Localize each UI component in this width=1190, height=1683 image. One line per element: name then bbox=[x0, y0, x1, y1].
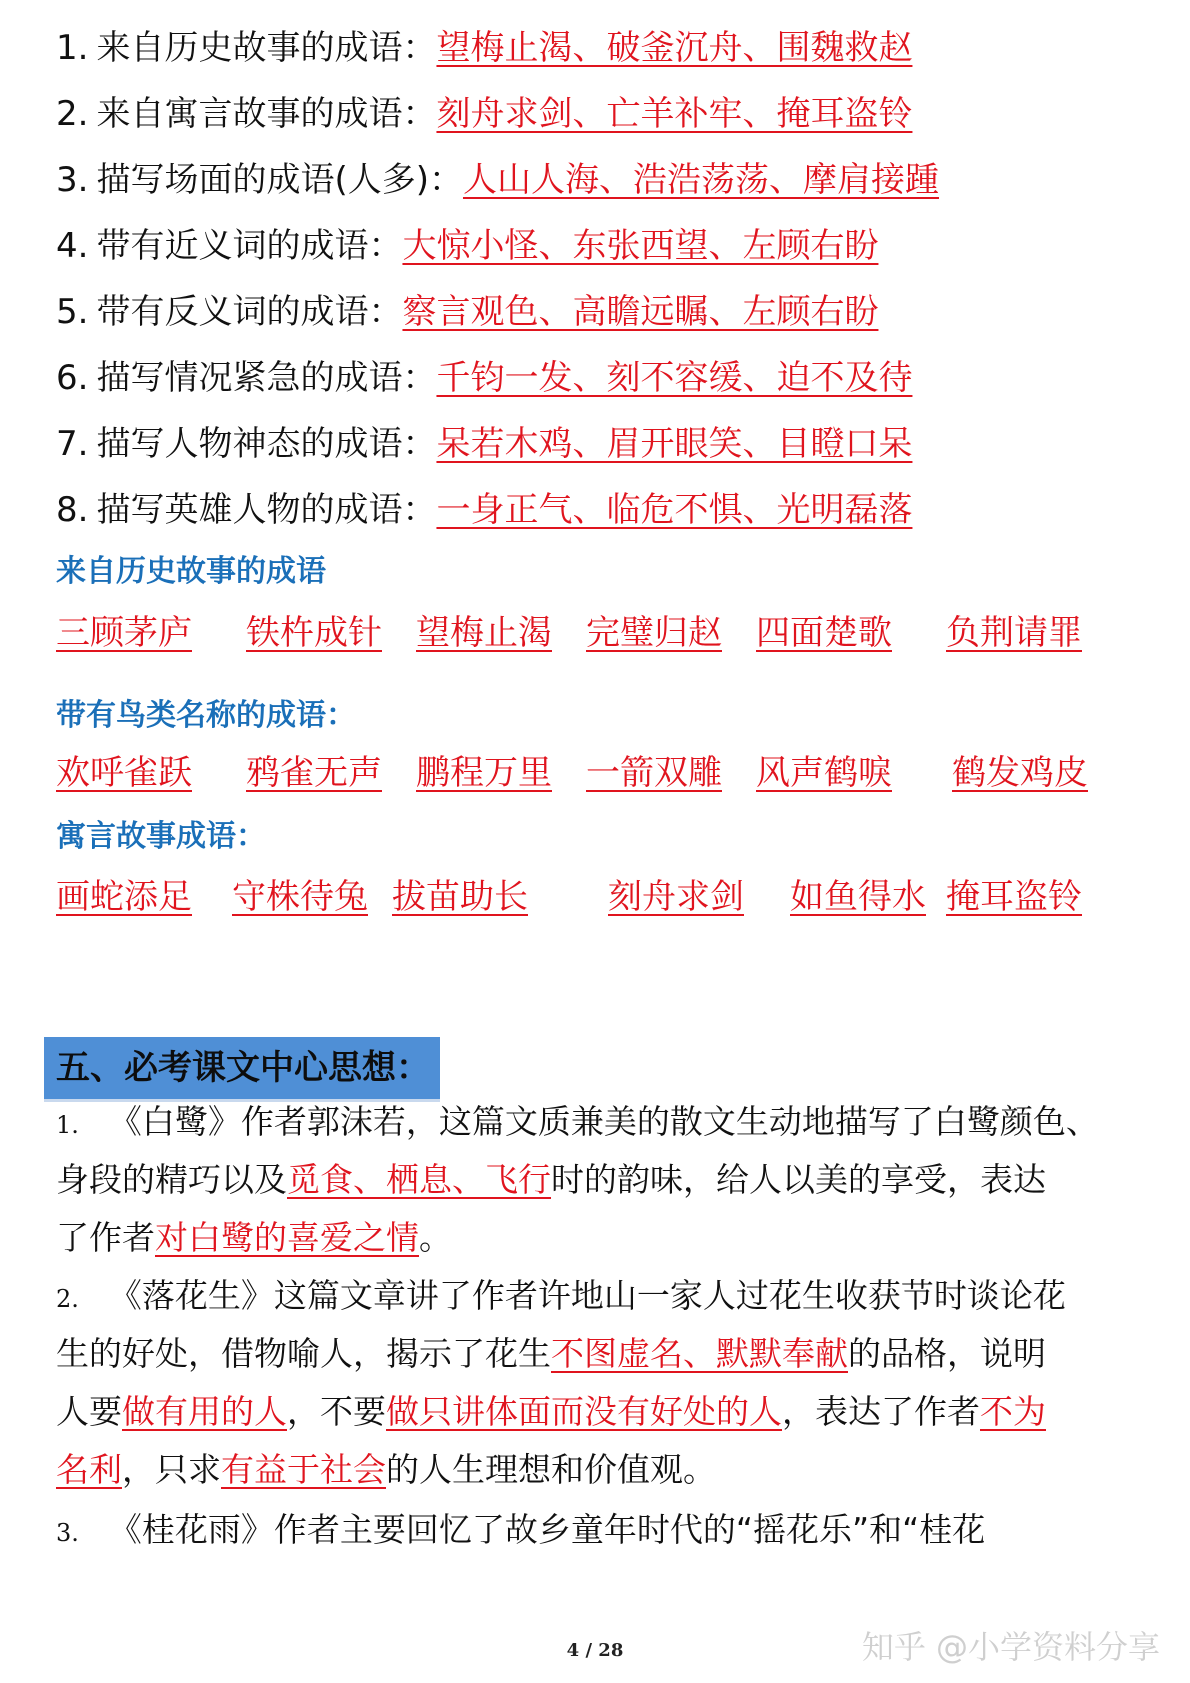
idiom: 鹏程万里 bbox=[416, 753, 552, 793]
item-number: 8. bbox=[56, 490, 89, 530]
item-number: 3. bbox=[56, 160, 89, 200]
group-heading: 带有鸟类名称的成语： bbox=[56, 698, 356, 733]
key-phrase: 不图虚名、默默奉献 bbox=[551, 1334, 848, 1373]
key-phrase: 有益于社会 bbox=[221, 1450, 386, 1489]
group-heading: 寓言故事成语： bbox=[56, 819, 266, 854]
idiom: 铁杵成针 bbox=[246, 613, 382, 653]
item-answer: 大惊小怪、东张西望、左顾右盼 bbox=[402, 226, 879, 266]
idiom: 负荆请罪 bbox=[946, 613, 1082, 653]
paragraph-line bbox=[56, 1500, 985, 1560]
item-number: 5. bbox=[56, 292, 89, 332]
item-label: 描写人物神态的成语： bbox=[96, 424, 437, 464]
idiom-list-item bbox=[56, 220, 878, 272]
item-label: 来自寓言故事的成语： bbox=[96, 94, 437, 134]
paragraph-line bbox=[56, 1150, 1046, 1210]
item-answer: 察言观色、高瞻远瞩、左顾右盼 bbox=[402, 292, 879, 332]
idiom: 望梅止渴 bbox=[416, 613, 552, 653]
paragraph-line bbox=[56, 1208, 452, 1268]
idiom-list-item bbox=[56, 154, 939, 206]
group-heading: 来自历史故事的成语 bbox=[56, 554, 326, 589]
idiom-list-item bbox=[56, 352, 912, 404]
paragraph-text: 。 bbox=[419, 1218, 452, 1257]
item-number: 2. bbox=[56, 94, 89, 134]
paragraph-text: ，表达了作者 bbox=[782, 1392, 980, 1431]
paragraph-text: 的品格，说明 bbox=[848, 1334, 1046, 1373]
idiom-row bbox=[0, 872, 1190, 922]
paragraph-text: 了作者 bbox=[56, 1218, 155, 1257]
item-answer: 呆若木鸡、眉开眼笑、目瞪口呆 bbox=[436, 424, 913, 464]
paragraph-number: 1. bbox=[56, 1111, 79, 1139]
idiom-row bbox=[0, 748, 1190, 798]
key-phrase: 不为 bbox=[980, 1392, 1046, 1431]
idiom: 拔苗助长 bbox=[392, 877, 528, 917]
paragraph-text: 《桂花雨》作者主要回忆了故乡童年时代的“摇花乐”和“桂花 bbox=[108, 1510, 986, 1549]
idiom: 欢呼雀跃 bbox=[56, 753, 192, 793]
paragraph-text: ，只求 bbox=[122, 1450, 221, 1489]
paragraph-number: 3. bbox=[56, 1519, 79, 1547]
key-phrase: 做有用的人 bbox=[122, 1392, 287, 1431]
idiom-list-item bbox=[56, 286, 878, 338]
paragraph-line bbox=[56, 1382, 1046, 1442]
idiom-row bbox=[0, 608, 1190, 658]
watermark: 知乎 @小学资料分享 bbox=[861, 1628, 1160, 1666]
paragraph-text: 生的好处，借物喻人，揭示了花生 bbox=[56, 1334, 551, 1373]
idiom: 守株待兔 bbox=[232, 877, 368, 917]
item-label: 带有反义词的成语： bbox=[96, 292, 403, 332]
item-answer: 千钧一发、刻不容缓、迫不及待 bbox=[436, 358, 913, 398]
idiom-list-item bbox=[56, 418, 912, 470]
key-phrase: 名利 bbox=[56, 1450, 122, 1489]
paragraph-text: 《落花生》这篇文章讲了作者许地山一家人过花生收获节时谈论花 bbox=[108, 1276, 1066, 1315]
item-label: 带有近义词的成语： bbox=[96, 226, 403, 266]
idiom: 四面楚歌 bbox=[756, 613, 892, 653]
item-label: 来自历史故事的成语： bbox=[96, 28, 437, 68]
item-answer: 刻舟求剑、亡羊补牢、掩耳盗铃 bbox=[436, 94, 913, 134]
idiom: 鸦雀无声 bbox=[246, 753, 382, 793]
item-answer: 人山人海、浩浩荡荡、摩肩接踵 bbox=[462, 160, 939, 200]
idiom: 风声鹤唳 bbox=[756, 753, 892, 793]
item-answer: 一身正气、临危不惧、光明磊落 bbox=[436, 490, 913, 530]
item-number: 6. bbox=[56, 358, 89, 398]
idiom: 掩耳盗铃 bbox=[946, 877, 1082, 917]
paragraph-text: 身段的精巧以及 bbox=[56, 1160, 287, 1199]
idiom: 一箭双雕 bbox=[586, 753, 722, 793]
idiom: 鹤发鸡皮 bbox=[952, 753, 1088, 793]
idiom-list-item bbox=[56, 484, 912, 536]
idiom: 三顾茅庐 bbox=[56, 613, 192, 653]
section-title: 五、必考课文中心思想： bbox=[56, 1048, 430, 1088]
idiom: 完璧归赵 bbox=[586, 613, 722, 653]
item-label: 描写英雄人物的成语： bbox=[96, 490, 437, 530]
idiom-list-item bbox=[56, 88, 912, 140]
idiom: 画蛇添足 bbox=[56, 877, 192, 917]
idiom: 如鱼得水 bbox=[790, 877, 926, 917]
paragraph-text: ，不要 bbox=[287, 1392, 386, 1431]
idiom: 刻舟求剑 bbox=[608, 877, 744, 917]
item-label: 描写情况紧急的成语： bbox=[96, 358, 437, 398]
key-phrase: 觅食、栖息、飞行 bbox=[287, 1160, 551, 1199]
paragraph-text: 《白鹭》作者郭沫若，这篇文质兼美的散文生动地描写了白鹭颜色、 bbox=[108, 1102, 1099, 1141]
item-number: 7. bbox=[56, 424, 89, 464]
key-phrase: 做只讲体面而没有好处的人 bbox=[386, 1392, 782, 1431]
paragraph-number: 2. bbox=[56, 1285, 79, 1313]
page-number: 4 / 28 bbox=[566, 1640, 624, 1661]
paragraph-line bbox=[56, 1440, 716, 1500]
paragraph-text: 时的韵味，给人以美的享受，表达 bbox=[551, 1160, 1046, 1199]
paragraph-text: 人要 bbox=[56, 1392, 122, 1431]
paragraph-line bbox=[56, 1324, 1046, 1384]
item-number: 4. bbox=[56, 226, 89, 266]
item-label: 描写场面的成语(人多)： bbox=[96, 160, 463, 200]
item-number: 1. bbox=[56, 28, 89, 68]
key-phrase: 对白鹭的喜爱之情 bbox=[155, 1218, 419, 1257]
paragraph-text: 的人生理想和价值观。 bbox=[386, 1450, 716, 1489]
idiom-list-item bbox=[56, 22, 912, 74]
paragraph-line bbox=[56, 1266, 1066, 1326]
paragraph-line bbox=[56, 1092, 1099, 1152]
item-answer: 望梅止渴、破釜沉舟、围魏救赵 bbox=[436, 28, 913, 68]
